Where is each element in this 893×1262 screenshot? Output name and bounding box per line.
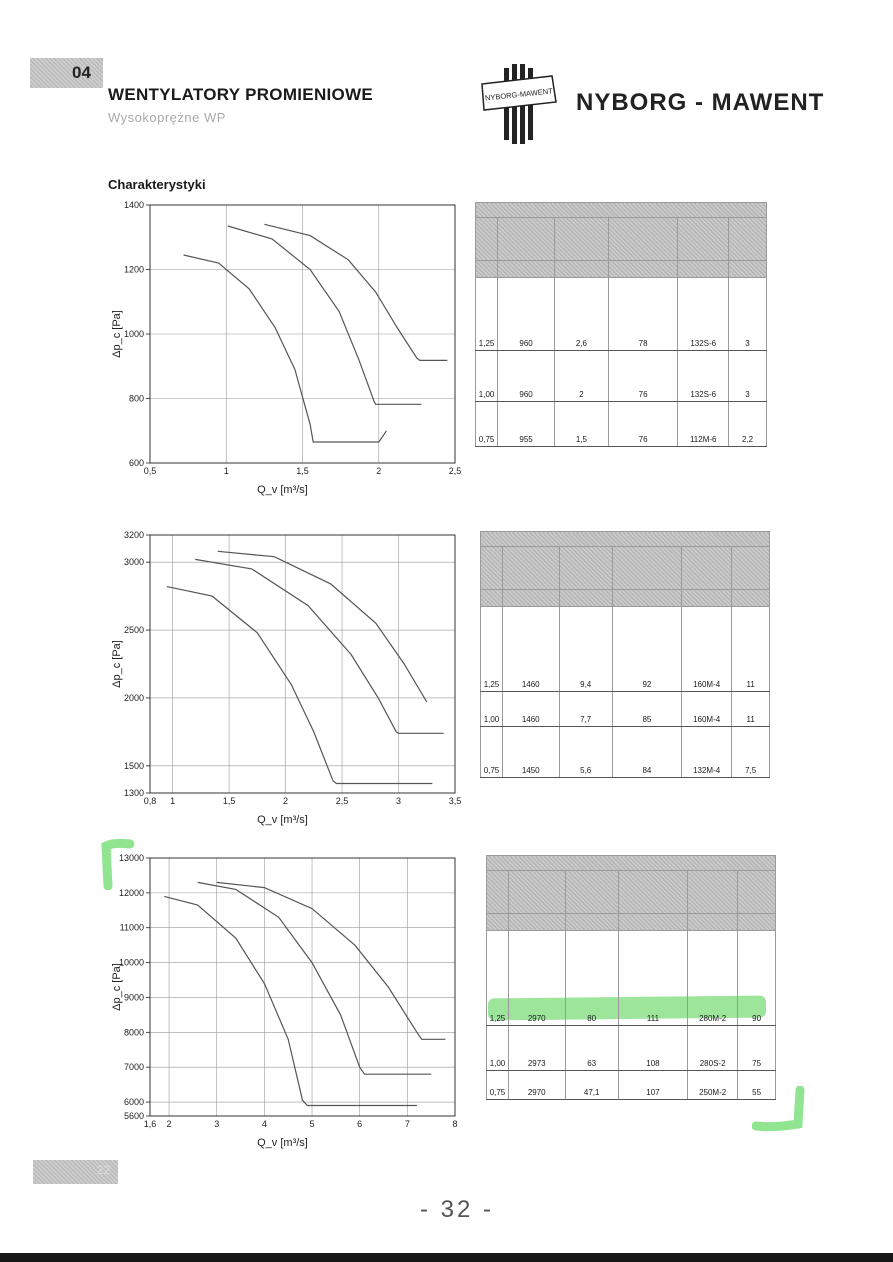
- table-cell: 5,6: [559, 727, 612, 778]
- x-tick-label: 1: [170, 796, 176, 806]
- table-cell: 111: [618, 931, 687, 1026]
- y-axis-label: Δp_c [Pa]: [111, 963, 123, 1011]
- page-title: WENTYLATORY PROMIENIOWE: [108, 85, 374, 104]
- y-tick-label: 1500: [123, 760, 144, 771]
- x-tick-label: 2,5: [335, 796, 349, 806]
- table-header-cell: [565, 871, 618, 914]
- table-header-cell: [555, 218, 609, 261]
- fan-curve-series-2: [195, 559, 444, 733]
- table-cell: 7,5: [732, 727, 770, 778]
- y-tick-label: 7000: [123, 1062, 144, 1073]
- y-tick-label: 6000: [123, 1097, 144, 1108]
- x-tick-label: 2: [283, 796, 289, 806]
- table-cell: 108: [618, 1026, 687, 1071]
- fan-curve-series-2: [228, 226, 422, 404]
- table-row: [481, 607, 770, 692]
- x-tick-label: 1: [223, 466, 229, 476]
- table-unit-cell: [688, 914, 738, 931]
- table-row: [487, 931, 776, 1026]
- table-cell: 1,25: [481, 607, 503, 692]
- table-cell: 92: [612, 607, 681, 692]
- y-tick-label: 11000: [119, 922, 144, 933]
- table-cell: 1460: [502, 692, 559, 727]
- table-cell: 2973: [508, 1026, 565, 1071]
- y-tick-label: 9000: [123, 992, 144, 1003]
- x-tick-label: 1,5: [222, 796, 236, 806]
- table-header-cell: [608, 218, 678, 261]
- table-unit-cell: [508, 914, 565, 931]
- brand-name: NYBORG - MAWENT: [576, 89, 825, 116]
- characteristic-chart-1: [105, 195, 475, 505]
- table-cell: 132M-4: [682, 727, 732, 778]
- y-tick-label: 1300: [123, 788, 144, 798]
- plot-frame: [150, 858, 455, 1116]
- scan-border: [0, 1253, 893, 1262]
- table-cell: 1,5: [555, 402, 609, 447]
- x-tick-label: 8: [452, 1119, 458, 1129]
- table-header-cell: [508, 871, 565, 914]
- table-cell: 76: [608, 402, 678, 447]
- table-title-cell: [481, 532, 770, 547]
- y-tick-label: 1000: [123, 329, 144, 339]
- y-tick-label: 1400: [123, 200, 144, 210]
- table-cell: 2,2: [729, 402, 767, 447]
- x-axis-label: Q_v [m³/s]: [257, 1137, 308, 1149]
- x-tick-label: 2: [376, 466, 382, 476]
- table-title-cell: [476, 203, 767, 218]
- brand-logo: [476, 62, 566, 148]
- table-unit-cell: [559, 590, 612, 607]
- characteristic-chart-2: [105, 525, 475, 835]
- table-unit-cell: [498, 261, 555, 278]
- table-cell: 250M-2: [688, 1071, 738, 1100]
- table-cell: 47,1: [565, 1071, 618, 1100]
- table-unit-cell: [487, 914, 509, 931]
- table-cell: 55: [738, 1071, 776, 1100]
- table-cell: 0,75: [487, 1071, 509, 1100]
- table-cell: 2,6: [555, 278, 609, 351]
- y-tick-label: 8000: [123, 1027, 144, 1038]
- x-axis-label: Q_v [m³/s]: [257, 814, 308, 826]
- table-header-cell: [498, 218, 555, 261]
- fan-curve-series-3: [217, 882, 446, 1039]
- handwritten-page-number: - 32 -: [420, 1196, 495, 1223]
- table-row: [476, 351, 767, 402]
- x-tick-label: 4: [261, 1119, 267, 1129]
- logo-text: NYBORG-MAWENT: [484, 86, 554, 103]
- table-cell: 2970: [508, 1071, 565, 1100]
- table-header-cell: [476, 218, 498, 261]
- table-unit-cell: [618, 914, 687, 931]
- x-tick-label: 7: [404, 1119, 410, 1129]
- y-tick-label: 600: [128, 458, 144, 468]
- y-tick-label: 1200: [123, 264, 144, 275]
- x-tick-label: 2: [166, 1119, 172, 1129]
- table-cell: 78: [608, 278, 678, 351]
- table-header-cell: [481, 547, 503, 590]
- table-cell: 84: [612, 727, 681, 778]
- table-cell: 3: [729, 351, 767, 402]
- x-tick-label: 0,8: [143, 796, 157, 806]
- table-row: [481, 727, 770, 778]
- table-title-cell: [487, 856, 776, 871]
- table-unit-cell: [481, 590, 503, 607]
- y-axis-label: Δp_c [Pa]: [111, 310, 123, 358]
- x-tick-label: 3,5: [448, 796, 462, 806]
- table-cell: 132S-6: [678, 351, 729, 402]
- page-subtitle: Wysokoprężne WP: [108, 110, 226, 125]
- y-tick-label: 800: [128, 393, 144, 404]
- x-tick-label: 3: [396, 796, 402, 806]
- table-header-cell: [559, 547, 612, 590]
- table-header-cell: [688, 871, 738, 914]
- table-cell: 1,00: [476, 351, 498, 402]
- table-cell: 2: [555, 351, 609, 402]
- table-row: [487, 1071, 776, 1100]
- table-cell: 3: [729, 278, 767, 351]
- table-unit-cell: [729, 261, 767, 278]
- table-cell: 160M-4: [682, 692, 732, 727]
- table-cell: 85: [612, 692, 681, 727]
- y-tick-label: 2500: [123, 625, 144, 636]
- table-cell: 112M-6: [678, 402, 729, 447]
- table-header-cell: [612, 547, 681, 590]
- table-header-cell: [487, 871, 509, 914]
- table-cell: 1,00: [481, 692, 503, 727]
- table-unit-cell: [732, 590, 770, 607]
- x-tick-label: 2,5: [448, 466, 462, 476]
- table-cell: 80: [565, 931, 618, 1026]
- table-unit-cell: [476, 261, 498, 278]
- spec-table-1: [475, 202, 767, 447]
- fan-curve-series-1: [167, 587, 433, 784]
- table-cell: 11: [732, 607, 770, 692]
- table-header-cell: [618, 871, 687, 914]
- x-axis-label: Q_v [m³/s]: [257, 484, 308, 496]
- table-unit-cell: [565, 914, 618, 931]
- table-unit-cell: [555, 261, 609, 278]
- spec-table-2: [480, 531, 770, 778]
- page-tab-number: 22: [97, 1163, 111, 1177]
- table-cell: 1,25: [487, 931, 509, 1026]
- x-tick-label: 6: [357, 1119, 363, 1129]
- table-cell: 960: [498, 278, 555, 351]
- y-tick-label: 12000: [118, 887, 144, 898]
- y-tick-label: 2000: [123, 692, 144, 703]
- table-header-cell: [729, 218, 767, 261]
- table-unit-cell: [608, 261, 678, 278]
- x-tick-label: 5: [309, 1119, 315, 1129]
- section-heading: Charakterystyki: [108, 177, 206, 192]
- highlighter-corner-mark: [752, 1086, 808, 1136]
- characteristic-chart-3: [105, 848, 475, 1158]
- table-cell: 90: [738, 931, 776, 1026]
- table-cell: 7,7: [559, 692, 612, 727]
- table-cell: 1450: [502, 727, 559, 778]
- plot-frame: [150, 535, 455, 793]
- x-tick-label: 0,5: [143, 466, 157, 476]
- x-tick-label: 3: [214, 1119, 220, 1129]
- x-tick-label: 1,5: [296, 466, 309, 476]
- table-cell: 1460: [502, 607, 559, 692]
- table-cell: 76: [608, 351, 678, 402]
- table-unit-cell: [678, 261, 729, 278]
- table-unit-cell: [502, 590, 559, 607]
- highlighter-corner-mark: [100, 838, 140, 890]
- y-tick-label: 10000: [118, 957, 144, 968]
- table-cell: 107: [618, 1071, 687, 1100]
- section-number: 04: [72, 63, 91, 82]
- y-tick-label: 13000: [118, 853, 144, 863]
- fan-curve-series-1: [184, 255, 387, 442]
- table-cell: 9,4: [559, 607, 612, 692]
- table-row: [481, 692, 770, 727]
- table-cell: 1,25: [476, 278, 498, 351]
- table-cell: 2970: [508, 931, 565, 1026]
- table-cell: 11: [732, 692, 770, 727]
- table-cell: 960: [498, 351, 555, 402]
- spec-table-3: [486, 855, 776, 1100]
- table-cell: 955: [498, 402, 555, 447]
- table-row: [476, 402, 767, 447]
- table-cell: 0,75: [481, 727, 503, 778]
- y-tick-label: 3200: [123, 530, 144, 540]
- y-tick-label: 3000: [123, 557, 144, 568]
- table-header-cell: [732, 547, 770, 590]
- table-cell: 75: [738, 1026, 776, 1071]
- table-unit-cell: [738, 914, 776, 931]
- table-header-cell: [502, 547, 559, 590]
- table-cell: 280S-2: [688, 1026, 738, 1071]
- table-header-cell: [682, 547, 732, 590]
- table-row: [476, 278, 767, 351]
- x-tick-label: 1,6: [143, 1119, 157, 1129]
- table-cell: 280M-2: [688, 931, 738, 1026]
- table-row: [487, 1026, 776, 1071]
- table-header-cell: [678, 218, 729, 261]
- table-cell: 63: [565, 1026, 618, 1071]
- fan-curve-series-3: [264, 224, 447, 360]
- table-cell: 132S-6: [678, 278, 729, 351]
- table-header-cell: [738, 871, 776, 914]
- table-cell: 160M-4: [682, 607, 732, 692]
- y-tick-label: 5600: [123, 1111, 144, 1121]
- table-cell: 0,75: [476, 402, 498, 447]
- table-cell: 1,00: [487, 1026, 509, 1071]
- section-tab: [30, 58, 103, 88]
- table-unit-cell: [612, 590, 681, 607]
- table-unit-cell: [682, 590, 732, 607]
- y-axis-label: Δp_c [Pa]: [111, 640, 123, 688]
